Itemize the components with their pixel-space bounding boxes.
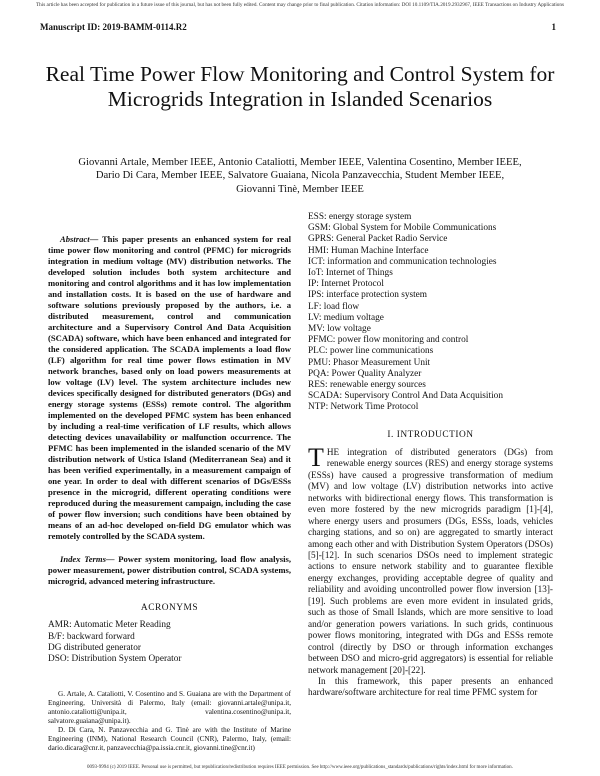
author: Antonio Cataliotti, Member IEEE, <box>217 157 365 168</box>
acronym-entry: PQA: Power Quality Analyzer <box>308 368 422 379</box>
manuscript-id: Manuscript ID: 2019-BAMM-0114.R2 <box>40 22 187 32</box>
index-terms-text: — Power system monitoring, load flow analysis, power measurement, power distribution control, SCADA systems, microgrid, advanced metering infrastructure. <box>48 554 291 586</box>
intro-smallcaps: HE <box>326 446 340 457</box>
acronym-entry: ESS: energy storage system <box>308 212 412 222</box>
abstract <box>48 234 291 542</box>
acronym-list-left <box>48 620 291 665</box>
affiliation-cnr: D. Di Cara, N. Panzavecchia and G. Tinè are with the Institute of Marine Engineering (INM), National Research Council (CNR), Palermo, Italy, (email: dario.dicara@cnr.it, panzavecchia@pa.issia.cnr.it, giovanni.tine@cnr.it) <box>48 726 291 752</box>
acronym-entry: GSM: Global System for Mobile Communications <box>308 223 497 234</box>
intro-paragraph <box>308 442 553 676</box>
right-column <box>308 212 553 699</box>
abstract-text: — This paper presents an enhanced system for real time power flow monitoring and control (PFMC) for microgrids integration in medium voltage (MV) distribution networks. The developed solution includes both system architecture and monitoring and control algorithms and it has low implementation and installation costs. It is based on the use of hardware and software solutions previously proposed by the authors, i.e. a distributed measurement, control and communication architecture and a Supervisory Control And Data Acquisition (SCADA) software, which have been enhanced and integrated for the considered application. The SCADA implements a load flow (LF) algorithm for real time power flows estimation in MV network branches, based only on load powers measurements at low voltage (LV) level. The system architecture includes new devices specifically designed for distributed generators (DGs) and energy storage systems (ESSs) remote control. The algorithm implemented on the developed PFMC system has been enhanced by including a real-time verification of LF results, which allows detecting devices unavailability or malfunction occurrence. The PFMC has been implemented in the islanded scenario of the MV distribution network of Ustica Island (Mediterranean Sea) and it has been verified experimentally, in a measurement campaign of one year. In order to deal with different scenarios of DGs/ESSs presence in the microgrid, different operating conditions were reproduced during the measurement campaign, including the case of power flow inversion; such conditions have been obtained by means of an ad-hoc developed on-field DG emulator which was remotely controlled by the SCADA system. <box>48 234 291 541</box>
acronym-entry: HMI: Human Machine Interface <box>308 245 429 256</box>
author: Giovanni Artale, Member IEEE, <box>78 157 216 168</box>
author: Salvatore Guaiana, <box>227 170 309 182</box>
copyright-footer: 0093-9994 (c) 2019 IEEE. Personal use is permitted, but republication/redistribution requires IEEE permission. See http://www.ieee.org/publications_standards/publications/rights/index.html for more information. <box>87 765 513 770</box>
intro-text: integration of distributed generators (DGs) from renewable energy sources (RES) and energy storage systems (ESSs) have caused a progressive transformation of medium (MV) and low voltage (LV) distribution networks into active networks with bidirectional energy flows. This transformation is even more fostered by the new microgrids paradigm [1]-[4], where energy users and prosumers (DGs, ESSs, loads, vehicles charging stations, and so on) are aggregated to smartly interact among each other and with Distribution System Operators (DSOs) [5]-[12]. In such scenarios DSOs need to implement strategic actions to ensure network stability and to guarantee flexible energy exchanges, providing acceptable degree of quality and reliability and avoiding uncontrolled power flow inversion [13]-[19]. Such problems are even more evident in insulated grids, such as those of Small Islands, which are more sensitive to load and/or generation powers variations. In such grids, continuous power flows monitoring, integrated with DGs and ESSs remote control (directly by DSO or through information exchanges between DSO and micro-grid aggregators) is essential for reliable network management [20]-[22]. <box>308 446 553 675</box>
index-terms-label: Index Terms <box>60 554 106 564</box>
acronym-entry: GPRS: General Packet Radio Service <box>308 234 448 245</box>
acronym-entry: IP: Internet Protocol <box>308 279 384 290</box>
author: Giovanni Tinè, Member IEEE <box>236 183 364 195</box>
acronym-entry: NTP: Network Time Protocol <box>308 402 419 413</box>
acronym-entry: PMU: Phasor Measurement Unit <box>308 357 431 368</box>
paper-title: Real Time Power Flow Monitoring and Control System for Microgrids Integration in Islanded Scenarios <box>45 62 555 111</box>
acronyms-heading: ACRONYMS <box>140 603 199 613</box>
left-column <box>48 234 291 665</box>
author: Nicola Panzavecchia, Student Member IEEE, <box>311 170 505 182</box>
page-number: 1 <box>551 22 556 32</box>
journal-banner: This article has been accepted for publication in a future issue of this journal, but has not been fully edited. Content may change prior to final publication. Citation information: DOI 10.1109/TIA.2019.2932967, IEEE Transactions on Industry Applications <box>36 2 564 8</box>
author: Dario Di Cara, Member IEEE, <box>95 170 226 182</box>
introduction-heading: I. INTRODUCTION <box>387 429 474 440</box>
acronym-entry: IoT: Internet of Things <box>308 268 393 279</box>
acronym-entry: B/F: backward forward <box>48 631 135 642</box>
acronym-list-right <box>308 212 553 414</box>
acronym-entry: LV: medium voltage <box>308 312 384 323</box>
author: Valentina Cosentino, Member IEEE, <box>366 157 522 168</box>
introduction-body <box>308 442 553 699</box>
affiliation-unipa: G. Artale, A. Cataliotti, V. Cosentino and S. Guaiana are with the Department of Engineering, Università di Palermo, Italy (email: giovanni.artale@unipa.it, antonio.cataliotti@unipa.it, valentina.cosentino@unipa.it, salvatore.guaiana@unipa.it). <box>48 690 291 725</box>
acronym-entry: DG distributed generator <box>48 642 141 653</box>
acronym-entry: IPS: interface protection system <box>308 290 428 301</box>
acronym-entry: SCADA: Supervisory Control And Data Acquisition <box>308 391 503 402</box>
running-head <box>40 22 556 32</box>
acronym-entry: PLC: power line communications <box>308 346 434 357</box>
acronym-entry: LF: load flow <box>308 301 360 312</box>
acronym-entry: RES: renewable energy sources <box>308 380 426 391</box>
acronym-entry: ICT: information and communication technologies <box>308 256 497 267</box>
acronym-entry: AMR: Automatic Meter Reading <box>48 620 171 631</box>
author-list <box>40 156 560 196</box>
acronym-entry: MV: low voltage <box>308 324 371 335</box>
index-terms <box>48 554 291 587</box>
acronym-entry: DSO: Distribution System Operator <box>48 653 182 664</box>
abstract-label: Abstract <box>60 234 90 244</box>
author-affiliations <box>48 690 291 753</box>
acronym-entry: PFMC: power flow monitoring and control <box>308 335 469 346</box>
drop-cap: T <box>308 442 324 472</box>
intro-paragraph: In this framework, this paper presents an enhanced hardware/software architecture for real time PFMC system for <box>308 676 553 698</box>
